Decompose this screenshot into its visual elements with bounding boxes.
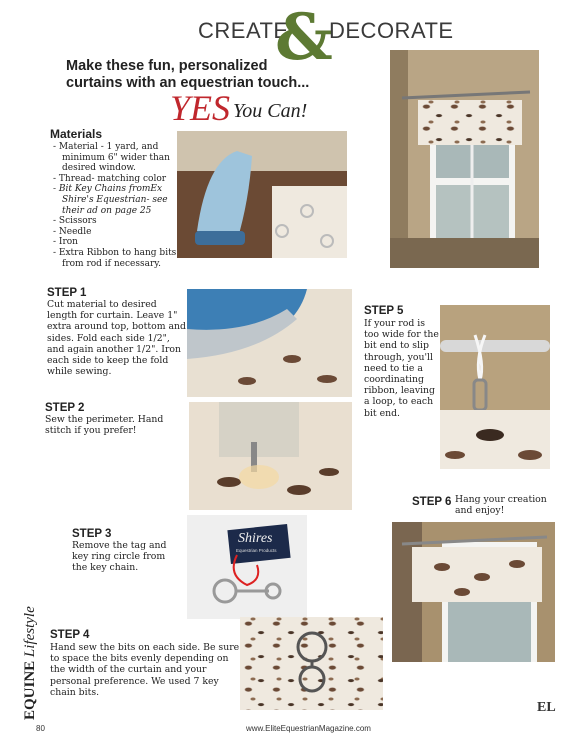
header-decorate: DECORATE — [329, 18, 454, 43]
magazine-logo: EL — [537, 700, 556, 715]
materials-list — [53, 142, 179, 269]
intro-line-2: curtains with an equestrian touch... — [66, 75, 310, 91]
ribbon-illustration — [440, 305, 550, 469]
header-create: CREATE — [198, 18, 289, 43]
materials-title: Materials — [50, 127, 103, 141]
shires-tag-sub: Equestrian Products — [236, 548, 277, 553]
step-4-text: Hand sew the bits on each side. Be sure to space the bits evenly depending on the width of the curtain and your personal preference. We used 7 key chain bits. — [50, 642, 240, 698]
step-3-text: Remove the tag and key ring circle from the key chain. — [72, 540, 167, 574]
window-illustration — [390, 50, 539, 268]
section-label — [22, 606, 39, 720]
step-2-title: STEP 2 — [45, 402, 85, 414]
finished-window-illustration — [392, 522, 555, 662]
photo-step-4-bit-sewn — [240, 617, 383, 710]
materials-item: - Material - 1 yard, and minimum 6" wider than desired window. — [53, 142, 179, 174]
materials-item: - Thread- matching color — [53, 174, 179, 185]
photo-finished-curtain-top — [390, 50, 539, 268]
header-ampersand: & — [275, 0, 333, 75]
iron-illustration — [187, 289, 352, 397]
photo-step-1-iron — [187, 289, 352, 397]
intro-you-can: You Can! — [233, 100, 308, 122]
step-2-text: Sew the perimeter. Hand stitch if you prefer! — [45, 414, 164, 437]
section-label-italic: Lifestyle — [22, 606, 38, 658]
footer-url[interactable]: www.EliteEquestrianMagazine.com — [246, 724, 371, 733]
materials-item: - Bit Key Chains fromEx Shire's Equestrian- see their ad on page 25 — [53, 184, 179, 216]
intro-yes: YES — [170, 88, 231, 128]
materials-illustration — [177, 131, 347, 258]
page-number: 80 — [36, 724, 45, 733]
step-4-title: STEP 4 — [50, 629, 90, 641]
step-6-title: STEP 6 — [412, 496, 452, 508]
materials-item: - Extra Ribbon to hang bits from rod if necessary. — [53, 248, 179, 269]
photo-materials — [177, 131, 347, 258]
photo-step-2-sewing — [189, 402, 352, 510]
section-label-bold: EQUINE — [22, 660, 38, 720]
photo-step-5-ribbon — [440, 305, 550, 469]
step-1-title: STEP 1 — [47, 287, 87, 299]
photo-step-6-finished — [392, 522, 555, 662]
step-6-text: Hang your creation and enjoy! — [455, 494, 547, 517]
step-1-text: Cut material to desired length for curtain. Leave 1" extra around top, bottom and sides. Fold each side 1/2", and again another 1/2". Iron each side to keep the fold while sewing. — [47, 299, 186, 378]
intro-line-1: Make these fun, personalized — [66, 58, 268, 74]
shires-tag-brand: Shires — [238, 531, 273, 546]
bit-illustration — [240, 617, 383, 710]
sewing-illustration — [189, 402, 352, 510]
step-5-title: STEP 5 — [364, 305, 404, 317]
materials-item: - Scissors — [53, 216, 179, 227]
step-5-text: If your rod is too wide for the bit end to slip through, you'll need to tie a coordinating ribbon, leaving a loop, to each bit end. — [364, 318, 439, 419]
materials-item: - Iron — [53, 237, 179, 248]
materials-item: - Needle — [53, 227, 179, 238]
step-3-title: STEP 3 — [72, 528, 112, 540]
curtain-fabric-top — [418, 100, 522, 145]
